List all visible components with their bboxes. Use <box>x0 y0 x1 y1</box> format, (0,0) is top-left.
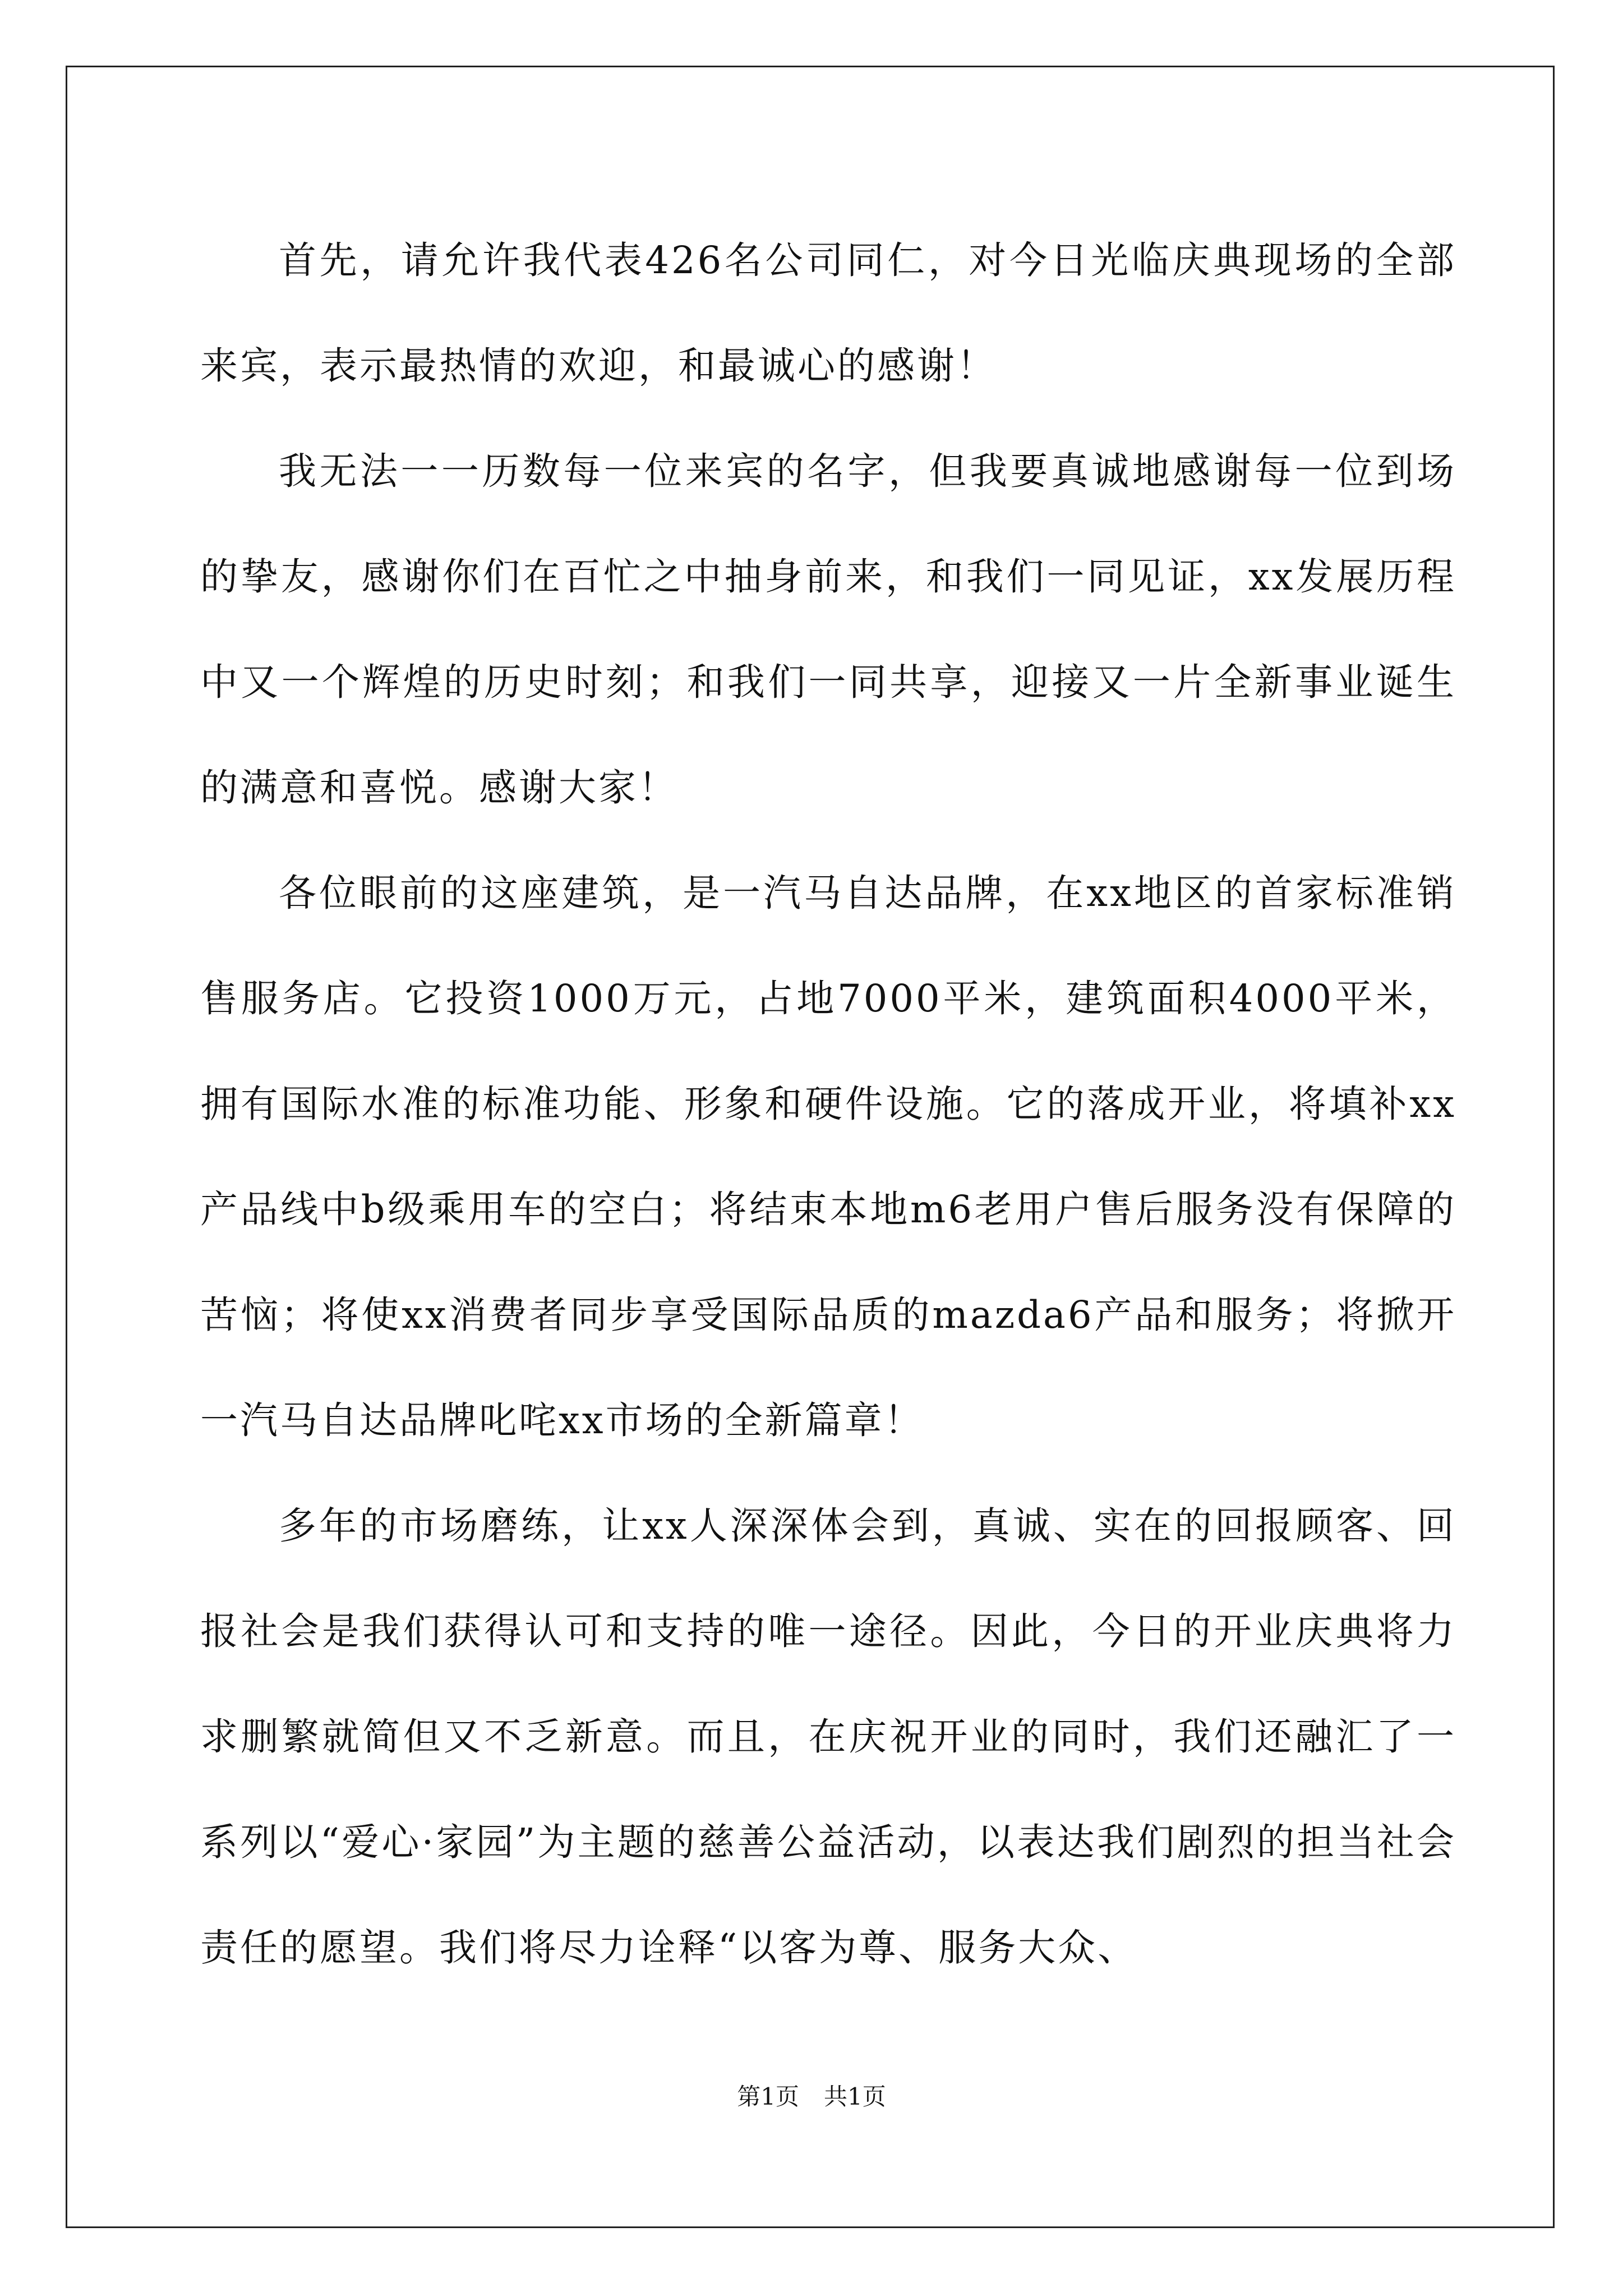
paragraph-2: 我无法一一历数每一位来宾的名字，但我要真诚地感谢每一位到场的挚友，感谢你们在百忙之中抽身前来，和我们一同见证，xx发展历程中又一个辉煌的历史时刻；和我们一同共享，迎接又一片全新事业诞生的满意和喜悦。感谢大家！ <box>200 449 1456 809</box>
paragraph-3: 各位眼前的这座建筑，是一汽马自达品牌，在xx地区的首家标准销售服务店。它投资1000万元，占地7000平米，建筑面积4000平米，拥有国际水准的标准功能、形象和硬件设施。它的落成开业，将填补xx产品线中b级乘用车的空白；将结束本地m6老用户售后服务没有保障的苦恼；将使xx消费者同步享受国际品质的mazda6产品和服务；将掀开一汽马自达品牌叱咤xx市场的全新篇章！ <box>200 871 1456 1442</box>
page-number: 第1页 <box>737 2083 799 2110</box>
document-body <box>200 208 1456 2000</box>
page-footer <box>0 2078 1623 2112</box>
page-total: 共1页 <box>824 2083 886 2110</box>
paragraph-1: 首先，请允许我代表426名公司同仁，对今日光临庆典现场的全部来宾，表示最热情的欢迎，和最诚心的感谢！ <box>200 238 1456 388</box>
paragraph-4: 多年的市场磨练，让xx人深深体会到，真诚、实在的回报顾客、回报社会是我们获得认可和支持的唯一途径。因此，今日的开业庆典将力求删繁就简但又不乏新意。而且，在庆祝开业的同时，我们还融汇了一系列以“爱心·家园”为主题的慈善公益活动，以表达我们剧烈的担当社会责任的愿望。我们将尽力诠释“以客为尊、服务大众、 <box>200 1504 1456 1970</box>
